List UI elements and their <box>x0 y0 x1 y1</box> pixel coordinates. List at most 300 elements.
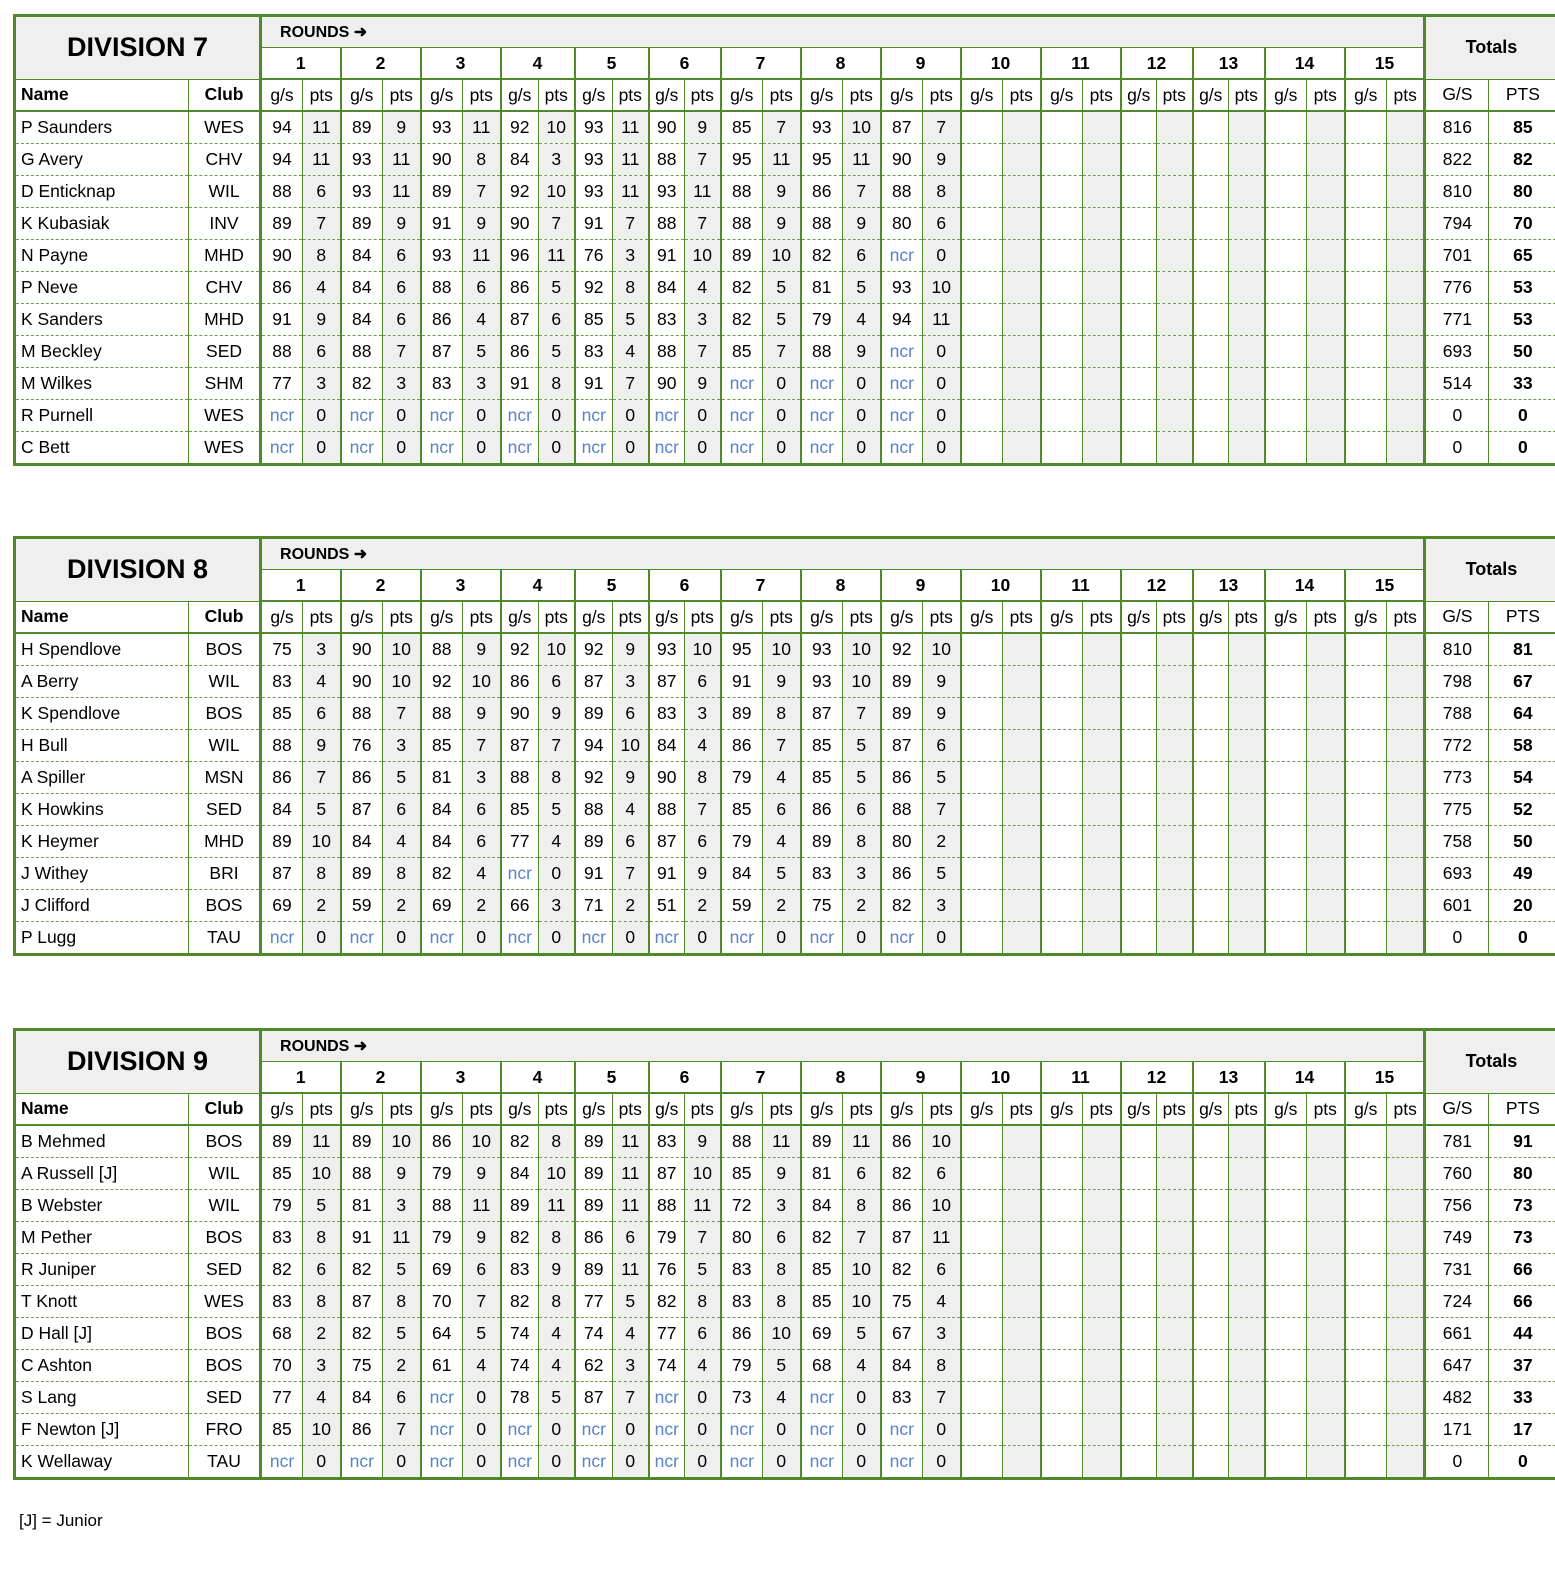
round-score: ncr <box>501 1414 539 1446</box>
round-score: 82 <box>721 272 763 304</box>
total-pts: 50 <box>1489 336 1555 368</box>
round-score: 94 <box>881 304 923 336</box>
round-points-empty <box>1083 730 1121 762</box>
round-points: 4 <box>613 794 649 826</box>
round-number: 6 <box>649 48 721 80</box>
round-score-empty <box>1345 633 1387 666</box>
gs-column-header: g/s <box>961 601 1003 633</box>
round-points: 0 <box>923 1446 961 1479</box>
round-score: 88 <box>261 176 303 208</box>
total-pts-header: PTS <box>1489 79 1555 111</box>
round-score: 77 <box>649 1318 685 1350</box>
rounds-label: ROUNDS ➜ <box>261 538 1425 570</box>
total-pts: 66 <box>1489 1286 1555 1318</box>
round-points-empty <box>1307 1286 1345 1318</box>
round-score: 89 <box>575 1254 613 1286</box>
player-name: M Beckley <box>15 336 189 368</box>
round-points-empty <box>1307 922 1345 955</box>
round-score: 84 <box>341 272 383 304</box>
round-score-empty <box>1265 272 1307 304</box>
round-number: 10 <box>961 1062 1041 1094</box>
round-points: 7 <box>685 336 721 368</box>
round-score: 93 <box>801 111 843 144</box>
club-column-header: Club <box>189 79 261 111</box>
round-points-empty <box>1229 1125 1265 1158</box>
round-points-empty <box>1229 858 1265 890</box>
round-points-empty <box>1157 730 1193 762</box>
round-points-empty <box>1229 1286 1265 1318</box>
round-score: 85 <box>261 1158 303 1190</box>
round-score-empty <box>1345 368 1387 400</box>
player-row <box>15 1318 1555 1350</box>
round-score-empty <box>1121 208 1157 240</box>
round-points-empty <box>1157 144 1193 176</box>
player-name: R Purnell <box>15 400 189 432</box>
round-points: 7 <box>843 176 881 208</box>
round-points-empty <box>1157 304 1193 336</box>
round-points-empty <box>1157 1318 1193 1350</box>
round-score: 73 <box>721 1382 763 1414</box>
round-score-empty <box>1265 698 1307 730</box>
round-points: 11 <box>763 144 801 176</box>
total-gs: 0 <box>1425 1446 1489 1479</box>
round-score-empty <box>1265 1158 1307 1190</box>
round-score: ncr <box>801 432 843 465</box>
round-points-empty <box>1387 400 1425 432</box>
round-points: 3 <box>763 1190 801 1222</box>
round-points: 3 <box>613 1350 649 1382</box>
round-score-empty <box>1345 272 1387 304</box>
round-score: 85 <box>721 111 763 144</box>
gs-column-header: g/s <box>421 601 463 633</box>
round-points: 10 <box>763 633 801 666</box>
round-score-empty <box>1041 1286 1083 1318</box>
round-score: 92 <box>501 176 539 208</box>
player-row <box>15 432 1555 465</box>
player-row <box>15 666 1555 698</box>
player-row <box>15 208 1555 240</box>
round-score: ncr <box>881 432 923 465</box>
round-score-empty <box>1265 400 1307 432</box>
round-score: ncr <box>501 1446 539 1479</box>
round-points: 7 <box>685 794 721 826</box>
round-points-empty <box>1157 1286 1193 1318</box>
round-score: 88 <box>881 176 923 208</box>
total-gs: 482 <box>1425 1382 1489 1414</box>
player-name: T Knott <box>15 1286 189 1318</box>
round-score-empty <box>1041 1382 1083 1414</box>
round-score: 86 <box>881 1190 923 1222</box>
round-score: 90 <box>341 666 383 698</box>
round-points: 8 <box>685 762 721 794</box>
round-points: 11 <box>383 144 421 176</box>
round-points: 10 <box>843 666 881 698</box>
player-row <box>15 1446 1555 1479</box>
round-score: 79 <box>261 1190 303 1222</box>
player-row <box>15 1190 1555 1222</box>
round-score: 87 <box>881 1222 923 1254</box>
round-score-empty <box>1345 432 1387 465</box>
player-row <box>15 858 1555 890</box>
round-points-empty <box>1229 794 1265 826</box>
round-points: 4 <box>463 304 501 336</box>
round-score: 79 <box>721 762 763 794</box>
round-score: 90 <box>501 698 539 730</box>
round-points-empty <box>1229 272 1265 304</box>
round-score-empty <box>1041 633 1083 666</box>
round-points-empty <box>1003 432 1041 465</box>
round-score: 82 <box>341 1318 383 1350</box>
total-pts: 65 <box>1489 240 1555 272</box>
round-number: 14 <box>1265 48 1345 80</box>
round-score: 83 <box>649 698 685 730</box>
round-points-empty <box>1307 1414 1345 1446</box>
round-points-empty <box>1229 208 1265 240</box>
round-points: 0 <box>923 432 961 465</box>
round-points: 6 <box>685 666 721 698</box>
round-points: 8 <box>463 144 501 176</box>
round-points: 0 <box>843 922 881 955</box>
round-score-empty <box>1121 1414 1157 1446</box>
round-score: 89 <box>575 1190 613 1222</box>
round-points-empty <box>1307 1190 1345 1222</box>
round-points: 6 <box>463 794 501 826</box>
round-number: 11 <box>1041 570 1121 602</box>
round-points: 6 <box>923 208 961 240</box>
round-points: 0 <box>613 400 649 432</box>
round-score: ncr <box>881 1414 923 1446</box>
player-club: WIL <box>189 666 261 698</box>
round-points: 9 <box>923 666 961 698</box>
round-points-empty <box>1003 1286 1041 1318</box>
round-points: 5 <box>383 762 421 794</box>
column-header-row <box>15 601 1555 633</box>
round-points-empty <box>1387 1158 1425 1190</box>
round-score: 95 <box>801 144 843 176</box>
round-points: 10 <box>463 666 501 698</box>
round-points: 8 <box>303 858 341 890</box>
round-points-empty <box>1307 144 1345 176</box>
standings-table <box>13 1028 1555 1480</box>
gs-column-header: g/s <box>801 601 843 633</box>
round-score: 85 <box>801 1254 843 1286</box>
round-score: ncr <box>501 922 539 955</box>
round-points-empty <box>1157 633 1193 666</box>
round-score-empty <box>1193 890 1229 922</box>
round-score-empty <box>1041 208 1083 240</box>
round-number: 8 <box>801 570 881 602</box>
round-number: 15 <box>1345 1062 1425 1094</box>
round-points: 0 <box>463 1446 501 1479</box>
player-name: P Neve <box>15 272 189 304</box>
round-points: 11 <box>613 111 649 144</box>
round-points: 0 <box>843 368 881 400</box>
round-score: 96 <box>501 240 539 272</box>
player-club: WIL <box>189 1158 261 1190</box>
round-points: 10 <box>613 730 649 762</box>
round-score: ncr <box>341 922 383 955</box>
round-score-empty <box>1265 336 1307 368</box>
round-score: 77 <box>501 826 539 858</box>
round-points-empty <box>1083 400 1121 432</box>
player-row <box>15 826 1555 858</box>
round-score-empty <box>1265 1318 1307 1350</box>
gs-column-header: g/s <box>961 1093 1003 1125</box>
round-points-empty <box>1387 1190 1425 1222</box>
round-score-empty <box>1193 1222 1229 1254</box>
round-points: 0 <box>685 1382 721 1414</box>
round-score-empty <box>1121 1286 1157 1318</box>
round-points-empty <box>1387 858 1425 890</box>
pts-column-header: pts <box>923 601 961 633</box>
total-gs: 693 <box>1425 336 1489 368</box>
player-row <box>15 272 1555 304</box>
round-points: 8 <box>763 1254 801 1286</box>
round-points: 9 <box>539 1254 575 1286</box>
pts-column-header: pts <box>1229 79 1265 111</box>
round-score: 61 <box>421 1350 463 1382</box>
player-name: G Avery <box>15 144 189 176</box>
round-score: 82 <box>341 368 383 400</box>
round-points: 10 <box>843 1254 881 1286</box>
round-score-empty <box>1193 858 1229 890</box>
round-points-empty <box>1229 762 1265 794</box>
round-score: 85 <box>801 730 843 762</box>
round-score: 92 <box>575 272 613 304</box>
round-score-empty <box>1345 1414 1387 1446</box>
round-points-empty <box>1157 1414 1193 1446</box>
round-score-empty <box>1265 240 1307 272</box>
round-score: 84 <box>881 1350 923 1382</box>
gs-column-header: g/s <box>721 1093 763 1125</box>
round-points: 0 <box>763 400 801 432</box>
round-points-empty <box>1083 762 1121 794</box>
total-gs: 758 <box>1425 826 1489 858</box>
round-score: 92 <box>575 633 613 666</box>
round-score-empty <box>961 922 1003 955</box>
gs-column-header: g/s <box>881 79 923 111</box>
round-number: 1 <box>261 1062 341 1094</box>
round-score: ncr <box>501 400 539 432</box>
round-score: 90 <box>649 111 685 144</box>
round-score-empty <box>1193 111 1229 144</box>
total-gs: 0 <box>1425 432 1489 465</box>
round-score-empty <box>1193 1350 1229 1382</box>
round-score: 85 <box>261 1414 303 1446</box>
round-score: 88 <box>261 336 303 368</box>
round-points-empty <box>1229 1190 1265 1222</box>
round-points: 0 <box>463 922 501 955</box>
round-score: 93 <box>421 111 463 144</box>
round-score-empty <box>961 666 1003 698</box>
round-score: ncr <box>575 432 613 465</box>
round-score-empty <box>1041 400 1083 432</box>
player-name: P Lugg <box>15 922 189 955</box>
round-points: 5 <box>383 1254 421 1286</box>
round-score: 82 <box>501 1222 539 1254</box>
round-points-empty <box>1229 698 1265 730</box>
round-points: 10 <box>843 1286 881 1318</box>
round-score-empty <box>1193 144 1229 176</box>
pts-column-header: pts <box>463 601 501 633</box>
round-points: 9 <box>539 698 575 730</box>
round-score-empty <box>1345 1125 1387 1158</box>
round-number: 4 <box>501 1062 575 1094</box>
gs-column-header: g/s <box>575 1093 613 1125</box>
round-score-empty <box>1041 144 1083 176</box>
round-score-empty <box>961 1414 1003 1446</box>
round-score: ncr <box>649 432 685 465</box>
player-row <box>15 633 1555 666</box>
round-score: 82 <box>341 1254 383 1286</box>
player-club: CHV <box>189 144 261 176</box>
round-points-empty <box>1083 1286 1121 1318</box>
round-score-empty <box>1265 1254 1307 1286</box>
pts-column-header: pts <box>539 1093 575 1125</box>
round-score-empty <box>1265 858 1307 890</box>
round-score-empty <box>1345 1254 1387 1286</box>
round-points: 9 <box>463 1158 501 1190</box>
round-score: ncr <box>341 400 383 432</box>
round-points: 11 <box>923 304 961 336</box>
round-points: 9 <box>843 336 881 368</box>
round-points: 9 <box>923 144 961 176</box>
round-score-empty <box>1265 1125 1307 1158</box>
total-pts: 80 <box>1489 176 1555 208</box>
round-number: 1 <box>261 48 341 80</box>
round-score-empty <box>1041 858 1083 890</box>
round-score: 77 <box>261 368 303 400</box>
round-score-empty <box>1345 1350 1387 1382</box>
pts-column-header: pts <box>1157 1093 1193 1125</box>
round-score-empty <box>1041 794 1083 826</box>
round-score-empty <box>1121 698 1157 730</box>
round-score: ncr <box>649 1446 685 1479</box>
round-points: 10 <box>383 1125 421 1158</box>
round-points: 2 <box>923 826 961 858</box>
player-club: SHM <box>189 368 261 400</box>
round-points-empty <box>1229 400 1265 432</box>
round-points: 11 <box>685 1190 721 1222</box>
round-score: 76 <box>341 730 383 762</box>
gs-column-header: g/s <box>881 1093 923 1125</box>
round-score-empty <box>961 1158 1003 1190</box>
name-column-header: Name <box>15 79 189 111</box>
header-row-rounds <box>15 16 1555 48</box>
round-score-empty <box>1041 304 1083 336</box>
gs-column-header: g/s <box>1265 1093 1307 1125</box>
total-pts: 17 <box>1489 1414 1555 1446</box>
round-points: 0 <box>843 400 881 432</box>
pts-column-header: pts <box>763 79 801 111</box>
round-score: ncr <box>881 922 923 955</box>
round-score: 76 <box>649 1254 685 1286</box>
round-points-empty <box>1083 368 1121 400</box>
round-points: 4 <box>685 730 721 762</box>
total-gs: 601 <box>1425 890 1489 922</box>
round-points: 5 <box>463 336 501 368</box>
round-points: 11 <box>613 1190 649 1222</box>
round-score-empty <box>961 1190 1003 1222</box>
round-points-empty <box>1157 240 1193 272</box>
round-score: 86 <box>721 730 763 762</box>
round-score: 88 <box>501 762 539 794</box>
pts-column-header: pts <box>463 79 501 111</box>
round-points: 8 <box>383 858 421 890</box>
round-points-empty <box>1229 1318 1265 1350</box>
round-score: 81 <box>801 1158 843 1190</box>
round-score: 82 <box>501 1125 539 1158</box>
pts-column-header: pts <box>383 601 421 633</box>
round-points-empty <box>1387 1446 1425 1479</box>
gs-column-header: g/s <box>421 1093 463 1125</box>
round-score-empty <box>1121 1318 1157 1350</box>
round-points: 3 <box>923 1318 961 1350</box>
player-club: MHD <box>189 826 261 858</box>
round-points: 4 <box>613 1318 649 1350</box>
round-points: 6 <box>539 304 575 336</box>
round-score-empty <box>961 336 1003 368</box>
player-row <box>15 1158 1555 1190</box>
round-score: 79 <box>721 1350 763 1382</box>
round-score: 86 <box>801 794 843 826</box>
total-gs: 0 <box>1425 400 1489 432</box>
round-score-empty <box>961 730 1003 762</box>
round-score-empty <box>1193 1286 1229 1318</box>
round-score-empty <box>1193 240 1229 272</box>
round-number: 15 <box>1345 570 1425 602</box>
round-score-empty <box>1345 176 1387 208</box>
round-score: 79 <box>721 826 763 858</box>
total-gs-header: G/S <box>1425 1093 1489 1125</box>
round-points: 10 <box>383 633 421 666</box>
gs-column-header: g/s <box>341 601 383 633</box>
round-score-empty <box>961 1254 1003 1286</box>
round-points: 10 <box>685 1158 721 1190</box>
round-score-empty <box>961 432 1003 465</box>
round-score-empty <box>1345 826 1387 858</box>
pts-column-header: pts <box>1003 1093 1041 1125</box>
round-score-empty <box>1345 858 1387 890</box>
round-points: 6 <box>383 304 421 336</box>
round-score: 66 <box>501 890 539 922</box>
round-points-empty <box>1387 890 1425 922</box>
round-score-empty <box>1121 144 1157 176</box>
player-name: K Heymer <box>15 826 189 858</box>
player-club: SED <box>189 794 261 826</box>
round-score: 86 <box>341 1414 383 1446</box>
round-points-empty <box>1229 1446 1265 1479</box>
round-score: 95 <box>721 144 763 176</box>
round-score-empty <box>1265 144 1307 176</box>
gs-column-header: g/s <box>881 601 923 633</box>
total-pts: 80 <box>1489 1158 1555 1190</box>
round-score: 89 <box>801 1125 843 1158</box>
round-points-empty <box>1229 368 1265 400</box>
player-club: TAU <box>189 1446 261 1479</box>
round-points-empty <box>1387 1286 1425 1318</box>
round-score-empty <box>961 1286 1003 1318</box>
round-points-empty <box>1229 1158 1265 1190</box>
round-points: 9 <box>685 858 721 890</box>
round-score: 84 <box>341 240 383 272</box>
total-pts: 73 <box>1489 1190 1555 1222</box>
round-score: 88 <box>649 336 685 368</box>
player-row <box>15 698 1555 730</box>
round-points: 6 <box>303 336 341 368</box>
round-score-empty <box>1121 890 1157 922</box>
player-name: K Spendlove <box>15 698 189 730</box>
